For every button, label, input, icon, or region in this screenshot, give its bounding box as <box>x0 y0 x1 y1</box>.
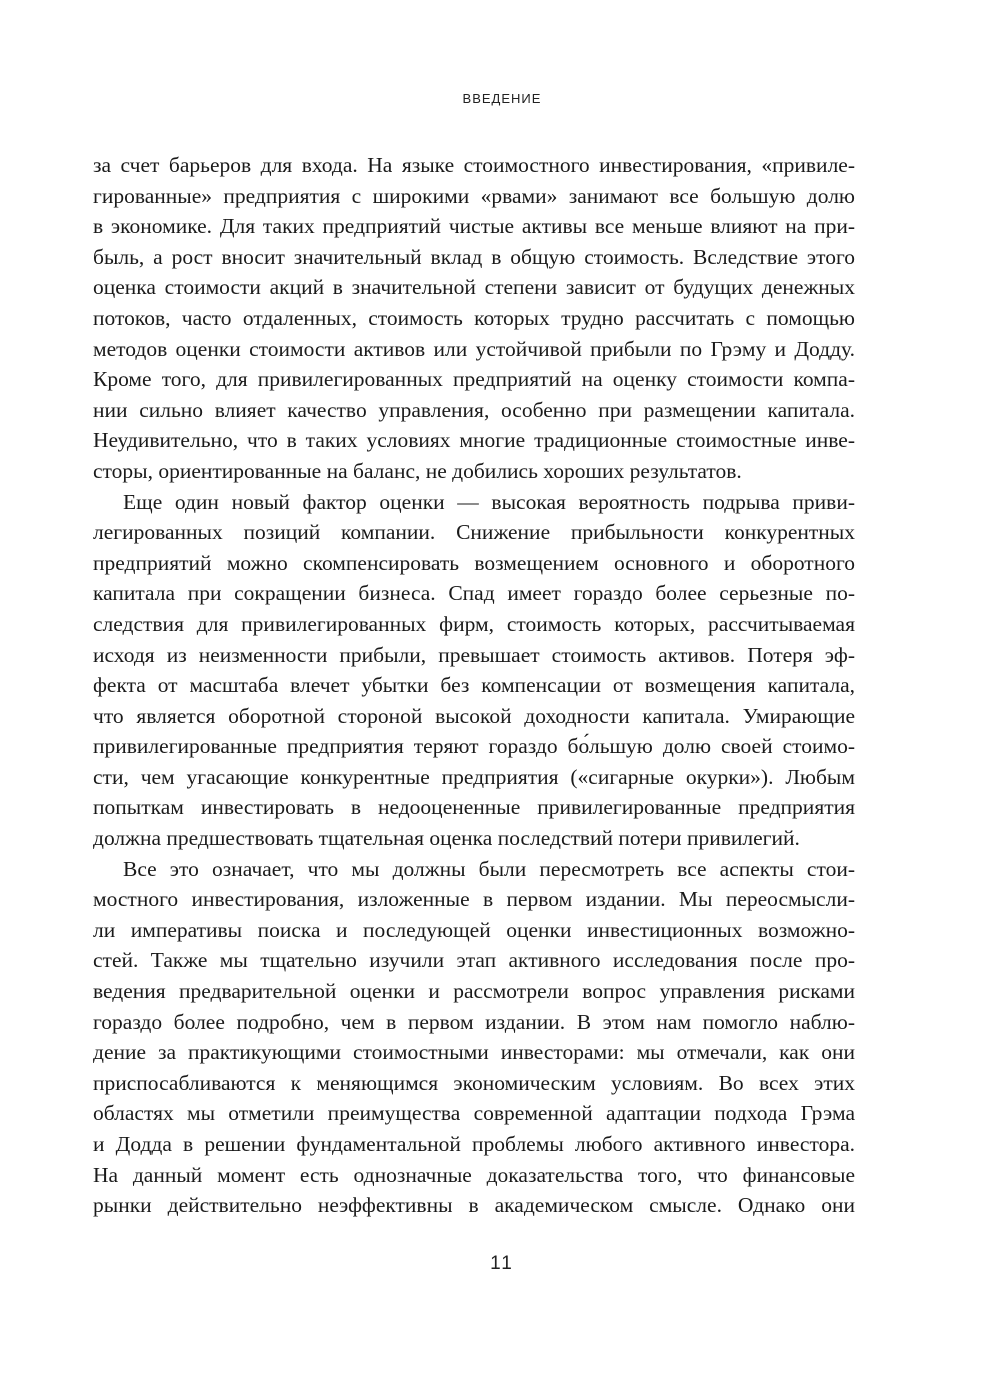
text-line: что является оборотной стороной высокой доходности капитала. Умирающие <box>93 703 855 728</box>
text-line: гированные» предприятия с широкими «рвами» занимают все большую долю <box>93 183 855 208</box>
text-line: предприятий можно скомпенсировать возмещением основного и оборотного <box>93 550 855 575</box>
text-line: ли императивы поиска и последующей оценки инвестиционных возможно- <box>93 917 855 942</box>
text-line: легированных позиций компании. Снижение прибыльности конкурентных <box>93 520 855 545</box>
text-line: гораздо более подробно, чем в первом издании. В этом нам помогло наблю- <box>93 1009 855 1034</box>
text-line: и Додда в решении фундаментальной проблемы любого активного инвестора. <box>93 1132 855 1156</box>
text-line: На данный момент есть однозначные доказательства того, что финансовые <box>93 1162 855 1187</box>
text-line: нии сильно влияет качество управления, особенно при размещении капитала. <box>93 397 855 422</box>
text-line: следствия для привилегированных фирм, стоимость которых, рассчитываемая <box>93 611 855 636</box>
text-line: привилегированные предприятия теряют гораздо бо́льшую долю своей стоимо- <box>93 734 855 759</box>
text-line: оценка стоимости акций в значительной степени зависит от будущих денежных <box>93 275 855 300</box>
text-line: капитала при сокращении бизнеса. Спад имеет гораздо более серьезные по- <box>93 581 855 606</box>
text-line: Кроме того, для привилегированных предприятий на оценку стоимости компа- <box>93 367 855 392</box>
text-line: должна предшествовать тщательная оценка последствий потери привилегий. <box>93 826 800 851</box>
body-text <box>93 150 855 1221</box>
text-line: методов оценки стоимости активов или устойчивой прибыли по Грэму и Додду. <box>93 336 855 361</box>
text-line: ведения предварительной оценки и рассмотрели вопрос управления рисками <box>93 979 855 1004</box>
text-line: исходя из неизменности прибыли, превышает стоимость активов. Потеря эф- <box>93 642 855 667</box>
text-line: в экономике. Для таких предприятий чистые активы все меньше влияют на при- <box>93 214 855 239</box>
text-line: за счет барьеров для входа. На языке стоимостного инвестирования, «привиле- <box>93 153 855 177</box>
page-number: 11 <box>490 1253 514 1274</box>
running-head: ВВЕДЕНИЕ <box>462 91 542 106</box>
text-line: дение за практикующими стоимостными инвесторами: мы отмечали, как они <box>93 1040 855 1065</box>
text-line: приспосабливаются к меняющимся экономическим условиям. Во всех этих <box>93 1070 855 1095</box>
text-line: потоков, часто отдаленных, стоимость которых трудно рассчитать с помощью <box>93 305 855 330</box>
text-line: рынки действительно неэффективны в академическом смысле. Однако они <box>93 1193 855 1218</box>
text-line: сти, чем угасающие конкурентные предприятия («сигарные окурки»). Любым <box>93 764 855 789</box>
text-line: мостного инвестирования, изложенные в первом издании. Мы переосмысли- <box>93 887 855 912</box>
text-line: стей. Также мы тщательно изучили этап активного исследования после про- <box>93 948 855 973</box>
text-line: фекта от масштаба влечет убытки без компенсации от возмещения капитала, <box>93 673 855 698</box>
text-line: Еще один новый фактор оценки — высокая вероятность подрыва приви- <box>123 489 855 514</box>
text-line: быль, а рост вносит значительный вклад в общую стоимость. Вследствие этого <box>93 244 855 269</box>
text-line: Все это означает, что мы должны были пересмотреть все аспекты стои- <box>123 856 855 881</box>
text-line: сторы, ориентированные на баланс, не добились хороших результатов. <box>93 458 742 483</box>
text-line: областях мы отметили преимущества современной адаптации подхода Грэма <box>93 1101 855 1126</box>
text-line: попыткам инвестировать в недооцененные привилегированные предприятия <box>93 795 855 820</box>
text-line: Неудивительно, что в таких условиях многие традиционные стоимостные инве- <box>93 428 855 453</box>
